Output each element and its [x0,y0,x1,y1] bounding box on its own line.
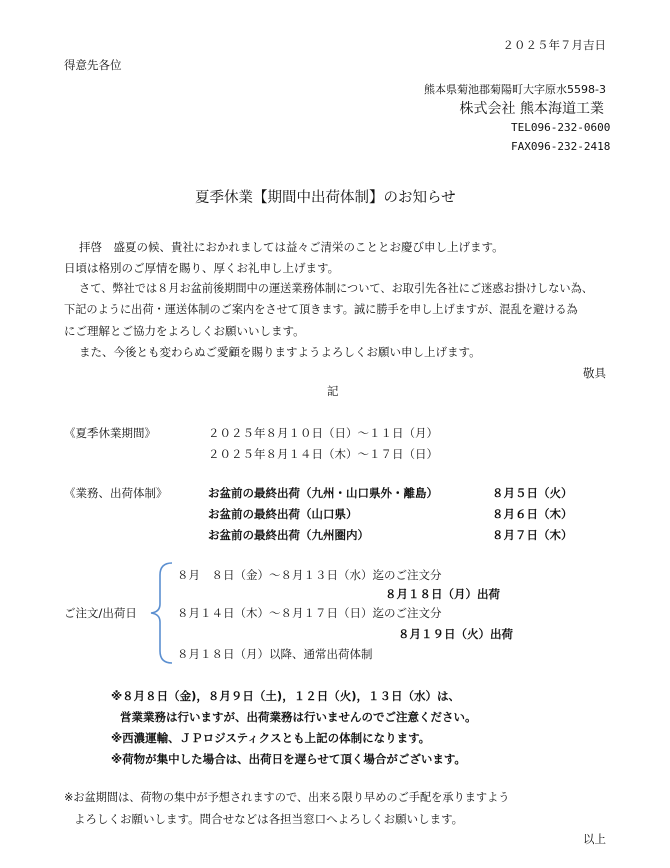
note-2: ※西濃運輸、ＪＰロジスティクスとも上記の体制になります。 [111,731,431,745]
footer-note-1: ※お盆期間は、荷物の集中が予想されますので、出来る限り早めのご手配を承りますよう [64,791,510,804]
bracket-icon [148,560,176,666]
greeting-paragraph: 拝啓 盛夏の候、貴社におかれましては益々ご清栄のこととお慶び申し上げます。 [79,240,504,254]
shipping-row-desc: お盆前の最終出荷（山口県） [208,507,358,521]
shipping-row-date: ８月５日（火） [492,486,573,500]
closing-keigu: 敬具 [583,366,606,380]
ship-date-2: ８月１９日（火）出荷 [398,627,513,641]
document-title: 夏季休業【期間中出荷体制】のお知らせ [195,190,456,206]
company-address: 熊本県菊池郡菊陽町大字原水5598-3 [424,83,606,96]
shipping-label: 《業務、出荷体制》 [64,486,168,500]
notice-paragraph-2: 下記のように出荷・運送体制のご案内をさせて頂きます。誠に勝手を申し上げますが、混乱を避ける為 [64,303,578,316]
order-range-3: ８月１８日（月）以降、通常出荷体制 [177,647,373,661]
company-fax: FAX096-232-2418 [511,140,611,153]
footer-note-2: よろしくお願いします。問合せなどは各担当窓口へよろしくお願いします。 [74,812,464,826]
note-1-detail: 営業業務は行いますが、出荷業務は行いませんのでご注意ください。 [120,710,477,724]
ki-heading: 記 [327,384,339,398]
order-range-2: ８月１４日（木）～８月１７日（日）迄のご注文分 [177,606,442,620]
shipping-row-date: ８月６日（木） [492,507,573,521]
closing-paragraph: また、今後とも変わらぬご愛顧を賜りますようよろしくお願い申し上げます。 [79,345,481,359]
notice-paragraph-1: さて、弊社では８月お盆前後期間中の運送業務体制について、お取引先各社にご迷惑お掛けしない為、 [79,282,593,295]
holiday-period-2: ２０２５年８月１４日（木）～１７日（日） [208,447,438,461]
note-3: ※荷物が集中した場合は、出荷日を遅らせて頂く場合がございます。 [111,752,466,766]
issue-date: ２０２５年７月吉日 [502,38,606,52]
recipient: 得意先各位 [64,58,122,72]
shipping-row-desc: お盆前の最終出荷（九州・山口県外・離島） [208,486,438,500]
holiday-label: 《夏季休業期間》 [64,426,156,440]
notice-paragraph-3: にご理解とご協力をよろしくお願いいします。 [64,324,305,338]
greeting-paragraph-2: 日頃は格別のご厚情を賜り、厚くお礼申し上げます。 [64,261,340,275]
shipping-row-date: ８月７日（木） [492,528,573,542]
ship-date-1: ８月１８日（月）出荷 [385,587,500,601]
note-1: ※８月８日（金)，８月９日（土)，１２日（火)，１３日（水）は、 [111,689,460,703]
holiday-period-1: ２０２５年８月１０日（日）～１１日（月） [208,426,438,440]
company-name: 株式会社 熊本海道工業 [459,101,604,117]
closing-ijou: 以上 [583,832,606,846]
order-range-1: ８月 ８日（金）～８月１３日（水）迄のご注文分 [177,568,442,582]
company-tel: TEL096-232-0600 [511,121,611,134]
shipping-row-desc: お盆前の最終出荷（九州圏内） [208,528,369,542]
order-label: ご注文/出荷日 [64,606,137,620]
